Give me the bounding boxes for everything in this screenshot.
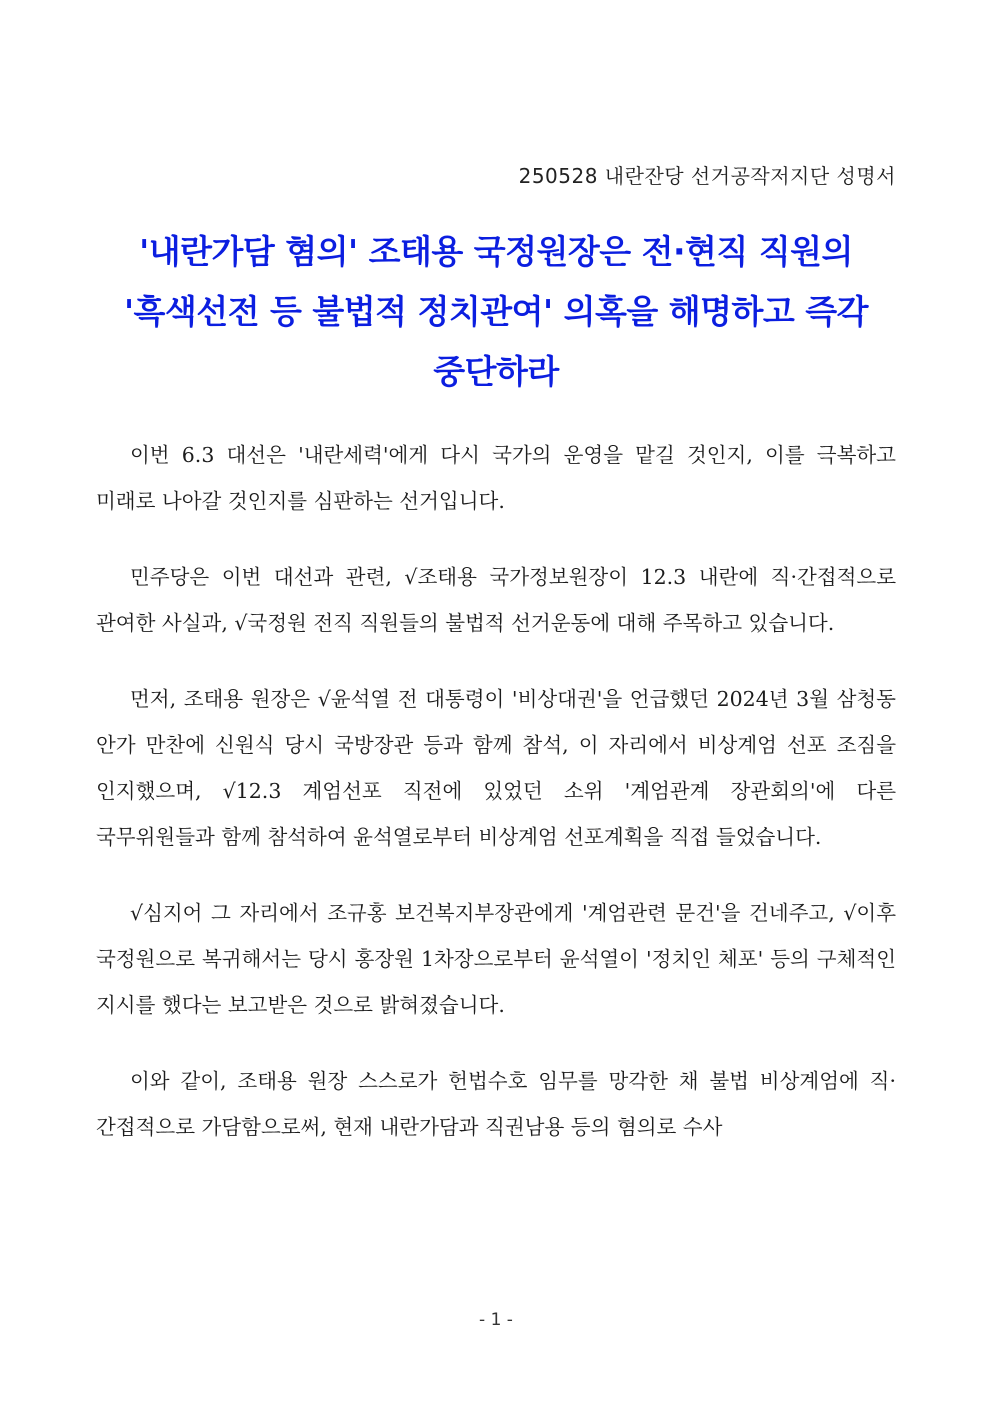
- title-line-1: '내란가담 혐의' 조태용 국정원장은 전·현직 직원의: [139, 232, 853, 271]
- body-paragraph-1: 이번 6.3 대선은 '내란세력'에게 다시 국가의 운영을 맡길 것인지, 이를 극복하고 미래로 나아갈 것인지를 심판하는 선거입니다.: [96, 443, 896, 513]
- title-line-3: 중단하라: [433, 352, 559, 391]
- page-number: - 1 -: [479, 1310, 513, 1330]
- body-paragraph-2: 민주당은 이번 대선과 관련, √조태용 국가정보원장이 12.3 내란에 직·간접적으로 관여한 사실과, √국정원 전직 직원들의 불법적 선거운동에 대해 주목하고 있습니다.: [96, 565, 896, 635]
- body-paragraph-3: 먼저, 조태용 원장은 √윤석열 전 대통령이 '비상대권'을 언급했던 2024년 3월 삼청동 안가 만찬에 신원식 당시 국방장관 등과 함께 참석, 이 자리에서 비상계엄 선포 조짐을 인지했으며, √12.3 계엄선포 직전에 있었던 소위 '계엄관계 장관회의'에 다른 국무위원들과 함께 참석하여 윤석열로부터 비상계엄 선포계획을 직접 들었습니다.: [96, 687, 896, 849]
- body-paragraph-5: 이와 같이, 조태용 원장 스스로가 헌법수호 임무를 망각한 채 불법 비상계엄에 직·간접적으로 가담함으로써, 현재 내란가담과 직권남용 등의 혐의로 수사: [96, 1069, 896, 1139]
- statement-title: [96, 222, 896, 402]
- title-line-2: '흑색선전 등 불법적 정치관여' 의혹을 해명하고 즉각: [123, 292, 869, 331]
- body-paragraph-4: √심지어 그 자리에서 조규홍 보건복지부장관에게 '계엄관련 문건'을 건네주고, √이후 국정원으로 복귀해서는 당시 홍장원 1차장으로부터 윤석열이 '정치인 체포' 등의 구체적인 지시를 했다는 보고받은 것으로 밝혀졌습니다.: [96, 901, 896, 1017]
- statement-meta-line: 250528 내란잔당 선거공작저지단 성명서: [518, 164, 896, 188]
- statement-body: [96, 432, 896, 1150]
